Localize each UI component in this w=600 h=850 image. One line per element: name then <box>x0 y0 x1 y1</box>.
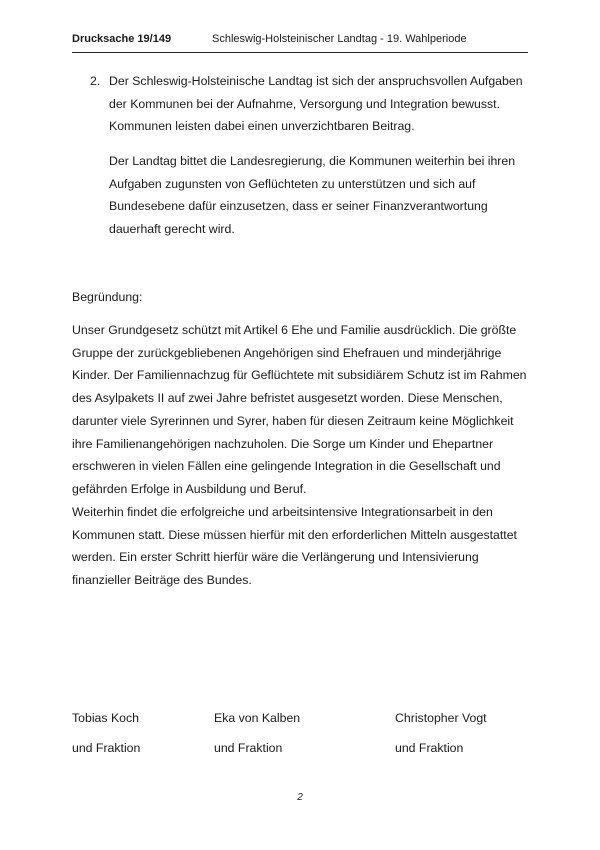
text-line: darunter viele Syrerinnen und Syrer, haben für diesen Zeitraum keine Möglichkeit <box>72 413 514 428</box>
signatory-1-group: und Fraktion <box>72 741 141 755</box>
text-line: gefährden Erfolge in Ausbildung und Beruf. <box>72 481 307 496</box>
item-paragraph-1 <box>109 70 539 138</box>
text-line: Kommunen leisten dabei einen unverzichtbaren Beitrag. <box>109 119 415 134</box>
text-line: Aufgaben zugunsten von Geflüchteten zu unterstützen und sich auf <box>109 176 476 191</box>
text-line: Der Landtag bittet die Landesregierung, die Kommunen weiterhin bei ihren <box>109 154 516 168</box>
drucksache-number: Drucksache 19/149 <box>72 33 172 45</box>
signatory-2-name: Eka von Kalben <box>214 711 301 725</box>
page-number: 2 <box>297 792 303 803</box>
text-line: erschweren in vielen Fällen eine gelingende Integration in die Gesellschaft und <box>72 459 501 474</box>
text-line: Kommunen statt. Diese müssen hierfür mit den erforderlichen Mitteln ausgestattet <box>72 527 517 542</box>
text-line: der Kommunen bei der Aufnahme, Versorgung und Integration bewusst. <box>109 96 501 111</box>
text-line: ihre Familienangehörigen nachzuholen. Die Sorge um Kinder und Ehepartner <box>72 436 494 451</box>
begruendung-paragraph-1 <box>72 319 532 501</box>
signatory-1-name: Tobias Koch <box>72 711 139 725</box>
header-divider <box>72 52 528 53</box>
item-number: 2. <box>90 74 101 88</box>
signatory-2-group: und Fraktion <box>214 741 283 755</box>
signatory-3-name: Christopher Vogt <box>395 711 487 725</box>
text-line: Der Schleswig-Holsteinische Landtag ist sich der anspruchsvollen Aufgaben <box>109 74 523 88</box>
text-line: des Asylpakets II auf zwei Jahre befristet ausgesetzt worden. Diese Menschen, <box>72 391 503 406</box>
text-line: Unser Grundgesetz schützt mit Artikel 6 Ehe und Familie ausdrücklich. Die größte <box>72 323 517 337</box>
text-line: Weiterhin findet die erfolgreiche und arbeitsintensive Integrationsarbeit in den <box>72 505 493 519</box>
begruendung-paragraph-2 <box>72 501 532 592</box>
text-line: dauerhaft gerecht wird. <box>109 222 235 237</box>
text-line: werden. Ein erster Schritt hierfür wäre die Verlängerung und Intensivierung <box>72 550 479 565</box>
text-line: finanzieller Beiträge des Bundes. <box>72 573 252 588</box>
text-line: Gruppe der zurückgebliebenen Angehörigen sind Ehefrauen und minderjährige <box>72 345 502 360</box>
text-line: Kinder. Der Familiennachzug für Geflüchtete mit subsidiärem Schutz ist im Rahmen <box>72 368 527 383</box>
landtag-title: Schleswig-Holsteinischer Landtag - 19. Wahlperiode <box>212 33 467 45</box>
item-paragraph-2 <box>109 150 539 241</box>
text-line: Bundesebene dafür einzusetzen, dass er seiner Finanzverantwortung <box>109 199 488 214</box>
begruendung-heading: Begründung: <box>72 290 143 304</box>
signatory-3-group: und Fraktion <box>395 741 464 755</box>
